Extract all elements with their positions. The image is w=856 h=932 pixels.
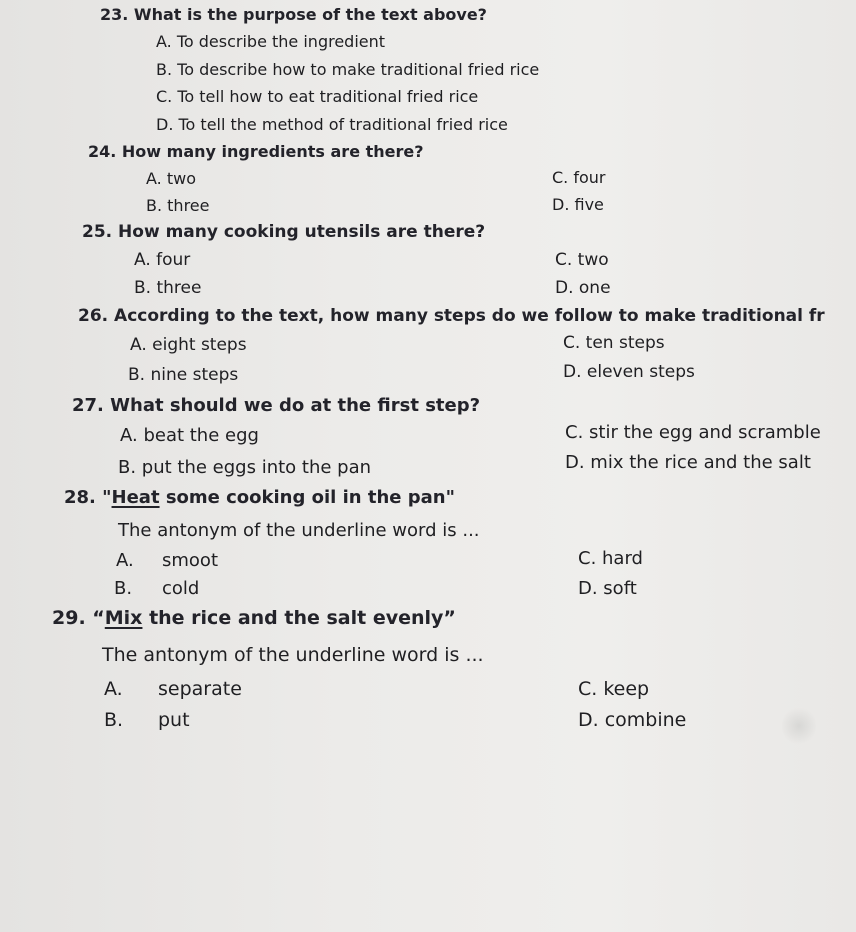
- q24-option-c: C. four: [552, 168, 606, 187]
- q27-option-a: A. beat the egg: [120, 425, 259, 446]
- q26-option-b: B. nine steps: [128, 365, 239, 385]
- question-28: [64, 489, 455, 507]
- q28-option-b-letter: B.: [114, 578, 133, 599]
- q28-option-d: D. soft: [578, 578, 637, 599]
- q26-option-c: C. ten steps: [563, 333, 665, 353]
- question-25: 25. How many cooking utensils are there?: [82, 222, 486, 242]
- q27-option-b: B. put the eggs into the pan: [118, 457, 372, 478]
- q29-option-a-letter: A.: [104, 678, 123, 700]
- question-24: 24. How many ingredients are there?: [88, 142, 424, 161]
- q28-stem-rest: some cooking oil in the pan": [159, 487, 455, 508]
- q29-option-d: D. combine: [578, 709, 687, 731]
- question-26: 26. According to the text, how many steps do we follow to make traditional fr: [78, 306, 825, 326]
- q29-option-b-text: put: [158, 709, 190, 731]
- q28-option-a-text: smoot: [162, 550, 218, 571]
- q25-option-b: B. three: [134, 278, 202, 298]
- q29-underlined-word: Mix: [104, 607, 143, 629]
- q29-option-b-letter: B.: [104, 709, 124, 731]
- question-29: [52, 609, 456, 628]
- q28-instruction: The antonym of the underline word is ...: [118, 520, 480, 541]
- q28-option-b-text: cold: [162, 578, 200, 599]
- q29-option-c: C. keep: [578, 678, 650, 700]
- q23-option-b: B. To describe how to make traditional fried rice: [156, 60, 540, 79]
- q28-option-c: C. hard: [578, 548, 643, 569]
- q29-instruction: The antonym of the underline word is ...: [102, 644, 484, 666]
- q28-number: 28. ": [64, 487, 112, 508]
- q29-stem-rest: the rice and the salt evenly”: [142, 607, 456, 629]
- q29-number: 29. “: [52, 607, 105, 629]
- q24-option-a: A. two: [146, 169, 196, 188]
- paper-smudge: [782, 706, 816, 746]
- q25-option-a: A. four: [134, 250, 191, 270]
- q28-underlined-word: Heat: [111, 487, 160, 508]
- q29-option-a-text: separate: [158, 678, 242, 700]
- q25-option-c: C. two: [555, 250, 609, 270]
- q26-option-d: D. eleven steps: [563, 362, 695, 382]
- question-27: 27. What should we do at the first step?: [72, 395, 481, 416]
- q24-option-d: D. five: [552, 195, 604, 214]
- q25-option-d: D. one: [555, 278, 611, 298]
- q28-option-a-letter: A.: [116, 550, 134, 571]
- q27-option-d: D. mix the rice and the salt: [565, 452, 811, 473]
- q23-option-c: C. To tell how to eat traditional fried rice: [156, 87, 479, 106]
- q27-option-c: C. stir the egg and scramble: [565, 422, 821, 443]
- question-23: 23. What is the purpose of the text above?: [100, 5, 487, 24]
- q26-option-a: A. eight steps: [130, 335, 247, 355]
- q23-option-a: A. To describe the ingredient: [156, 32, 386, 51]
- q23-option-d: D. To tell the method of traditional fried rice: [156, 115, 508, 134]
- q24-option-b: B. three: [146, 196, 210, 215]
